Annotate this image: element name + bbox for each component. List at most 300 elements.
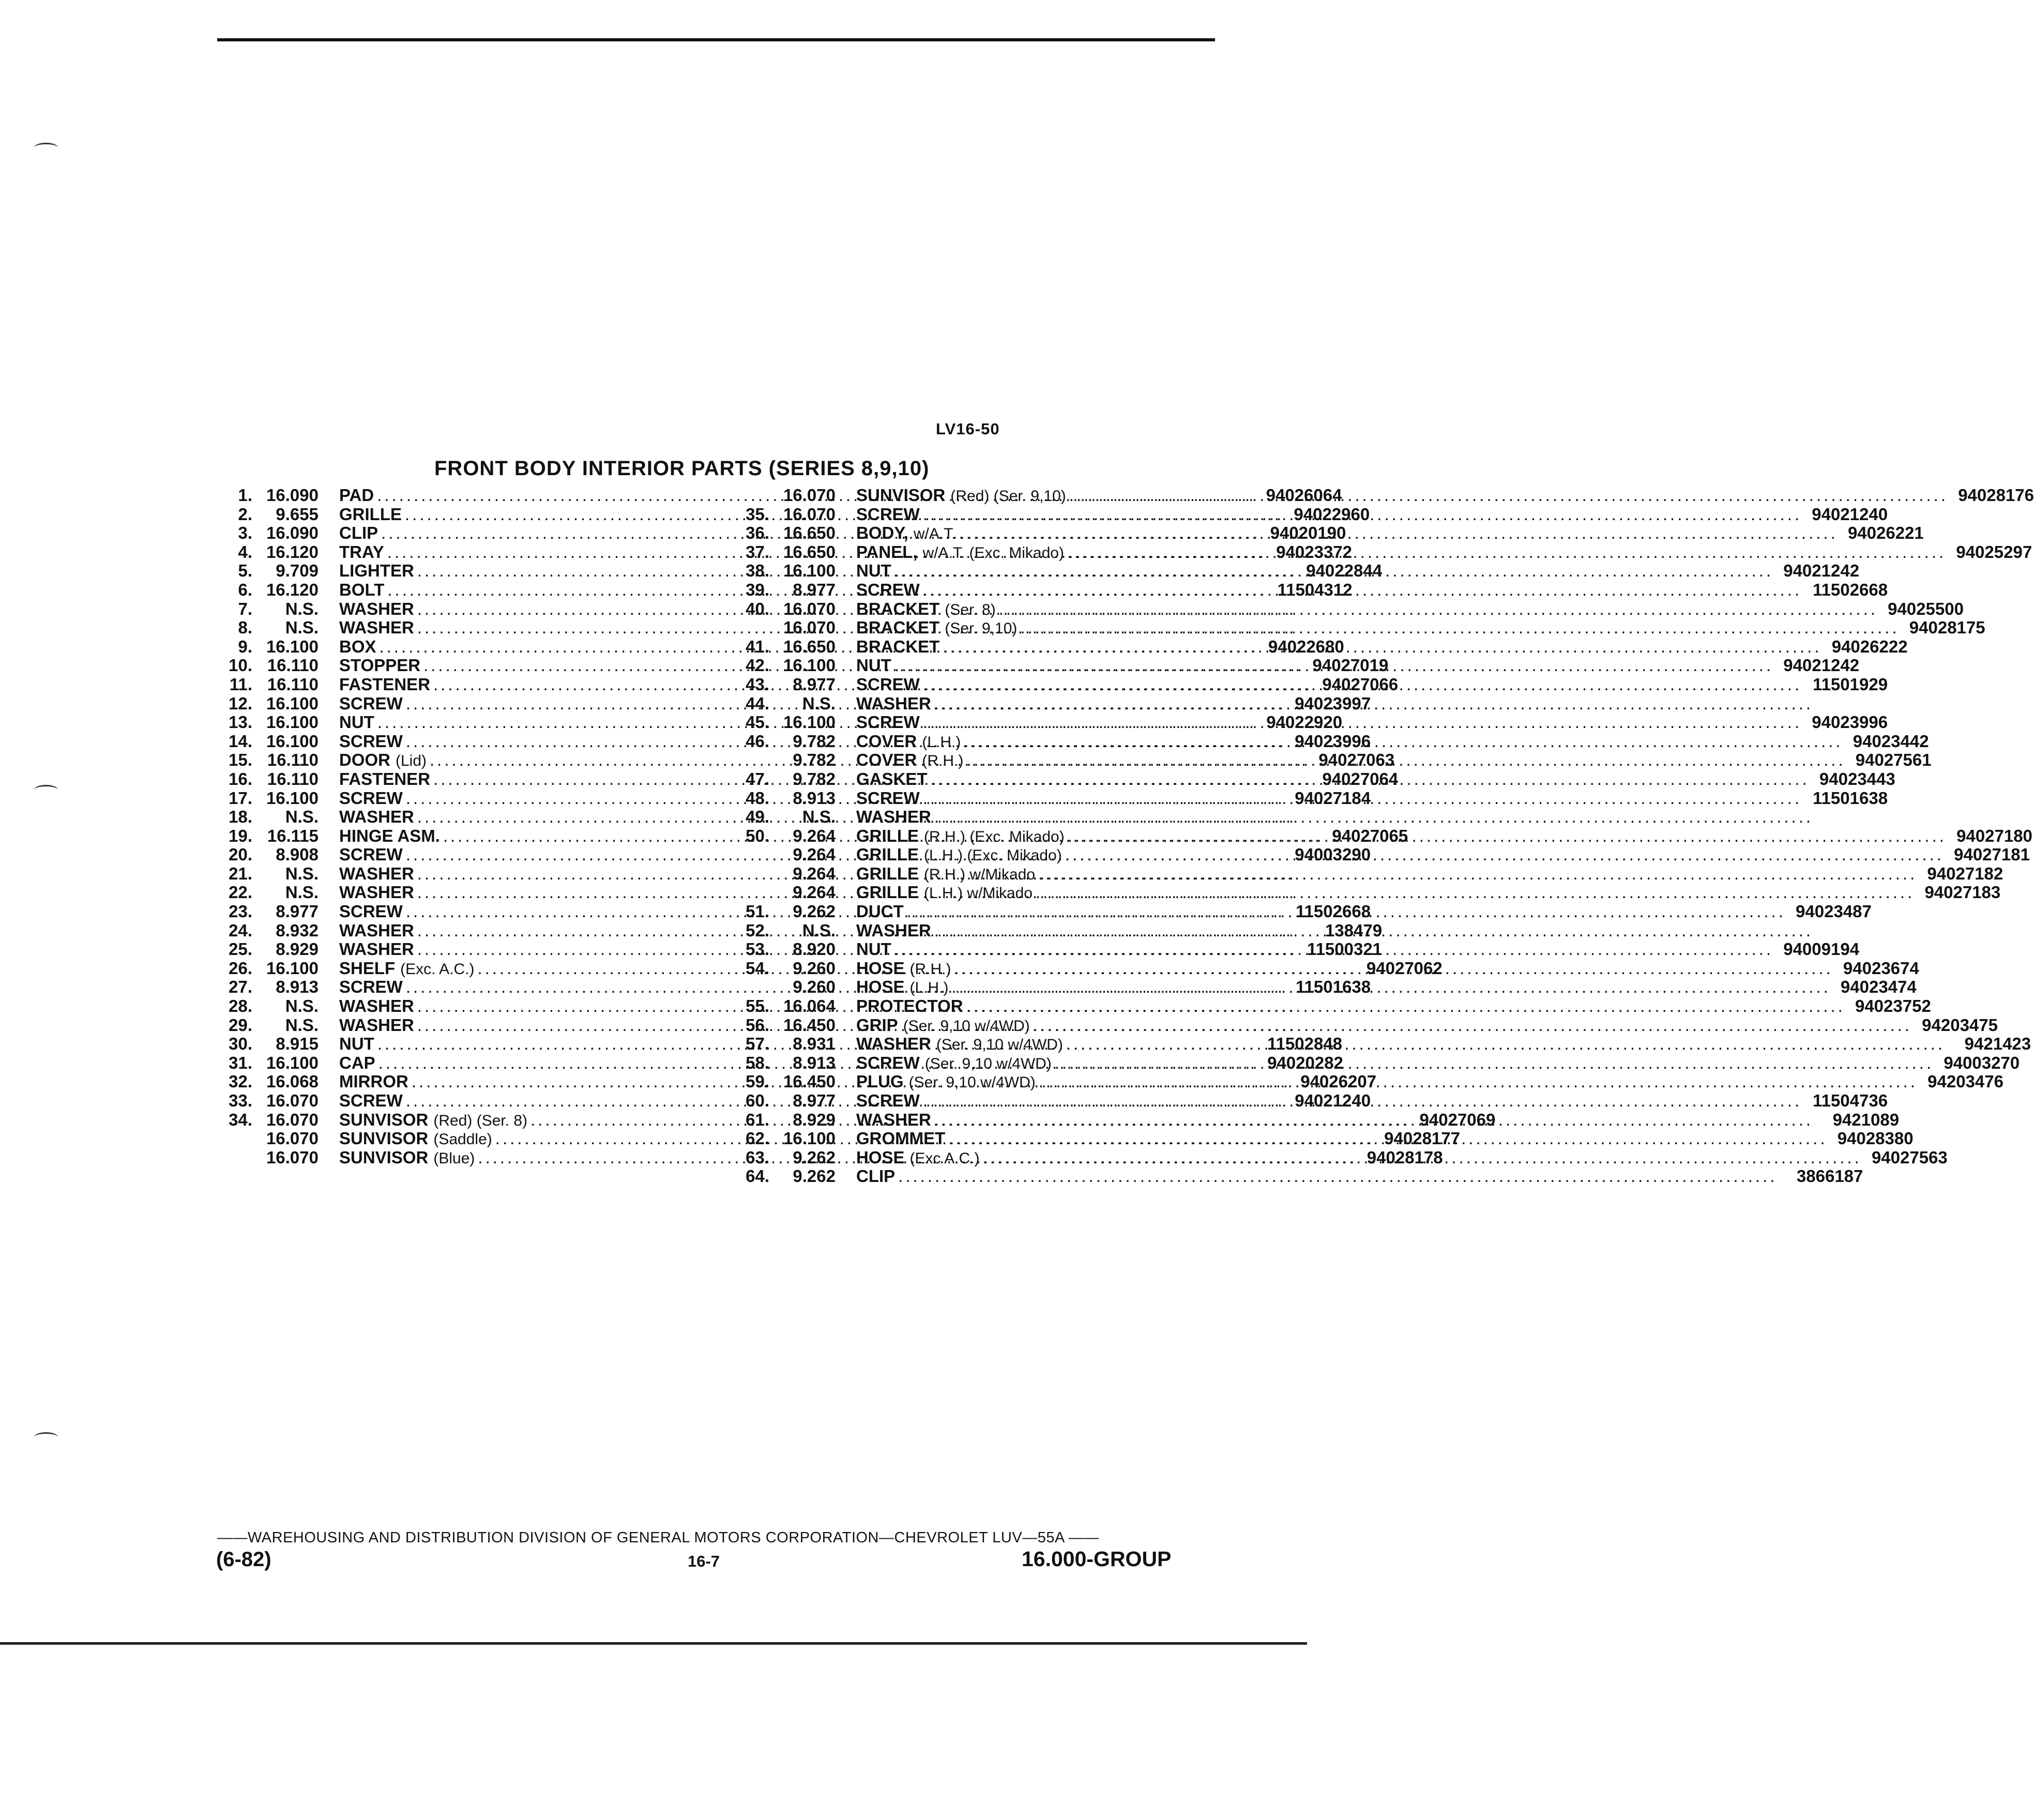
group-number: 16.100 xyxy=(266,636,318,656)
leader-dots xyxy=(907,902,1786,921)
item-number: 64. xyxy=(746,1166,769,1186)
description xyxy=(856,694,1337,714)
group-number: 16.100 xyxy=(266,712,318,732)
leader-dots xyxy=(1066,1035,1945,1054)
group-number: 8.977 xyxy=(276,902,318,921)
item-number: 55. xyxy=(746,996,769,1016)
item-number: 36. xyxy=(746,523,769,543)
part-number: 11502668 xyxy=(1296,902,1371,921)
group-number: 9.260 xyxy=(793,977,836,997)
part-qualifier: (L.H.) w/Mikado xyxy=(924,885,1033,902)
group-number: 16.650 xyxy=(783,636,836,656)
leader-dots xyxy=(1020,618,1899,638)
group-number: N.S. xyxy=(802,920,836,940)
group-number: 16.100 xyxy=(266,731,318,751)
item-number: 34. xyxy=(229,1110,252,1129)
description xyxy=(856,731,1929,752)
leader-dots xyxy=(1038,865,1917,884)
leader-dots xyxy=(943,638,1822,657)
description xyxy=(856,1053,2020,1074)
part-number: 11501638 xyxy=(1813,788,1888,808)
group-number: 9.655 xyxy=(276,504,318,524)
part-name: SUNVISOR xyxy=(339,1110,429,1129)
description xyxy=(856,883,2001,903)
description xyxy=(339,808,742,827)
part-number: 94026064 xyxy=(1266,486,1342,505)
part-name: HOSE xyxy=(856,977,905,997)
part-number: 94027180 xyxy=(1956,826,2032,845)
part-qualifier: (Red) (Ser. 8) xyxy=(433,1112,528,1129)
item-number: 42. xyxy=(746,656,769,675)
part-name: WASHER xyxy=(339,807,414,827)
item-number: 20. xyxy=(229,845,252,865)
part-name: WASHER xyxy=(856,1110,931,1129)
leader-dots xyxy=(894,940,1773,959)
part-name: SCREW xyxy=(856,504,920,524)
group-number: 16.110 xyxy=(267,750,318,770)
item-number: 46. xyxy=(746,731,769,751)
part-name: SCREW xyxy=(856,788,920,808)
part-number: 138479 xyxy=(1325,920,1383,940)
leader-dots xyxy=(1039,1072,1918,1091)
part-qualifier: (R.H.) (Exc. Mikado) xyxy=(924,828,1065,845)
group-number: 8.908 xyxy=(276,845,318,865)
part-name: WASHER xyxy=(339,618,414,638)
item-number: 22. xyxy=(229,883,252,902)
item-number: 50. xyxy=(746,826,769,845)
item-number: 13. xyxy=(229,712,252,732)
group-number: 8.913 xyxy=(793,788,836,808)
item-number: 37. xyxy=(746,542,769,562)
part-name: COVER xyxy=(856,750,917,770)
part-number: 94003270 xyxy=(1944,1053,2020,1072)
description xyxy=(339,883,742,902)
leader-dots xyxy=(898,1167,1777,1186)
group-number: N.S. xyxy=(285,883,318,902)
part-number: 94022960 xyxy=(1294,504,1370,524)
item-number: 17. xyxy=(229,788,252,808)
item-number: 26. xyxy=(229,958,252,978)
part-qualifier: (Ser. 9,10 w/4WD) xyxy=(908,1074,1036,1091)
item-number: 3. xyxy=(238,523,252,543)
part-name: HOSE xyxy=(856,1147,905,1167)
part-name: GRILLE xyxy=(856,826,919,845)
part-name: SCREW xyxy=(339,731,403,751)
part-name: FASTENER xyxy=(339,674,431,694)
description xyxy=(856,808,1337,827)
part-name: WASHER xyxy=(339,1015,414,1035)
item-number: 31. xyxy=(229,1053,252,1072)
leader-dots xyxy=(966,997,1845,1016)
leader-dots xyxy=(1033,1016,1912,1035)
part-name: BRACKET xyxy=(856,636,940,656)
part-name: WASHER xyxy=(856,920,931,940)
leader-dots xyxy=(948,1129,1827,1148)
item-number: 62. xyxy=(746,1129,769,1148)
item-number: 43. xyxy=(746,674,769,694)
group-number: 16.110 xyxy=(267,769,318,788)
group-number: N.S. xyxy=(802,693,836,713)
item-number: 39. xyxy=(746,580,769,599)
part-name: WASHER xyxy=(339,996,414,1016)
item-number: 40. xyxy=(746,599,769,618)
group-number: N.S. xyxy=(802,807,836,827)
group-number: 16.070 xyxy=(266,1147,318,1167)
part-name: NUT xyxy=(339,712,374,732)
part-name: WASHER xyxy=(339,599,414,618)
item-number: 41. xyxy=(746,636,769,656)
part-name: NUT xyxy=(856,939,891,959)
leader-dots xyxy=(952,978,1831,997)
page-title: FRONT BODY INTERIOR PARTS (SERIES 8,9,10) xyxy=(434,457,930,480)
item-number: 58. xyxy=(746,1053,769,1072)
part-qualifier: (Exc A.C.) xyxy=(909,1149,980,1167)
part-name: HOSE xyxy=(856,958,905,978)
part-qualifier: (Blue) xyxy=(433,1149,475,1167)
part-number: 94025297 xyxy=(1956,542,2032,562)
part-number: 94027563 xyxy=(1871,1147,1948,1167)
scan-mark xyxy=(34,1432,58,1442)
leader-dots xyxy=(923,1091,1802,1111)
item-number: 54. xyxy=(746,958,769,978)
group-number: 16.070 xyxy=(783,599,836,618)
part-number: 11501638 xyxy=(1296,977,1371,997)
leader-dots xyxy=(934,694,1813,714)
part-name: CAP xyxy=(339,1053,375,1072)
part-name: PROTECTOR xyxy=(856,996,963,1016)
bottom-rule xyxy=(0,1642,1307,1645)
leader-dots xyxy=(1067,543,1946,562)
part-number: 94203475 xyxy=(1922,1015,1998,1035)
part-number: 94023997 xyxy=(1295,693,1371,713)
part-name: GRILLE xyxy=(856,863,919,883)
part-number: 94023996 xyxy=(1812,712,1888,732)
part-number: 94027183 xyxy=(1924,883,2001,902)
part-number: 11501929 xyxy=(1813,674,1888,694)
item-number: 30. xyxy=(229,1034,252,1054)
leader-dots xyxy=(894,562,1773,581)
part-number: 94028380 xyxy=(1837,1129,1914,1148)
item-number: 45. xyxy=(746,712,769,732)
part-name: BOLT xyxy=(339,580,385,599)
item-number: 24. xyxy=(229,920,252,940)
part-number: 94027062 xyxy=(1366,958,1443,978)
scan-mark xyxy=(34,143,58,153)
description xyxy=(856,1091,1888,1111)
description xyxy=(856,486,2034,506)
part-number: 94020282 xyxy=(1267,1053,1343,1072)
part-name: SCREW xyxy=(856,1053,920,1072)
part-number: 94021242 xyxy=(1783,561,1860,581)
part-name: CLIP xyxy=(339,523,378,543)
description xyxy=(856,712,1888,732)
part-number: 94026222 xyxy=(1831,636,1908,656)
item-number: 1. xyxy=(238,486,252,505)
item-number: 23. xyxy=(229,902,252,921)
part-number: 94027019 xyxy=(1312,656,1389,675)
part-number: 94021240 xyxy=(1812,504,1888,524)
footer-division-line: ——WAREHOUSING AND DISTRIBUTION DIVISION OF GENERAL MOTORS CORPORATION—CHEVROLET LUV—55A —— xyxy=(217,1529,1099,1546)
item-number: 14. xyxy=(229,731,252,751)
part-number: 94027181 xyxy=(1954,845,2030,865)
description xyxy=(339,865,742,884)
group-number: 9.262 xyxy=(793,1166,836,1186)
part-qualifier: (Exc. A.C.) xyxy=(400,960,475,978)
leader-dots xyxy=(1036,883,1915,902)
part-qualifier: (Saddle) xyxy=(433,1131,492,1148)
group-number: 16.090 xyxy=(266,486,318,505)
item-number: 59. xyxy=(746,1072,769,1091)
description xyxy=(339,1016,742,1035)
part-number: 94023487 xyxy=(1796,902,1872,921)
part-name: SCREW xyxy=(339,788,403,808)
part-name: SUNVISOR xyxy=(856,486,946,505)
scan-mark xyxy=(34,785,58,795)
part-qualifier: (R.H.) xyxy=(909,960,951,978)
group-number: 9.262 xyxy=(793,1147,836,1167)
part-qualifier: (Lid) xyxy=(396,752,427,770)
part-number: 94022844 xyxy=(1306,561,1383,581)
part-number: 94023443 xyxy=(1819,769,1895,788)
part-name: GRIP xyxy=(856,1015,898,1035)
item-number: 52. xyxy=(746,920,769,940)
group-number: 9.262 xyxy=(793,902,836,921)
leader-dots xyxy=(923,789,1802,808)
top-rule xyxy=(217,38,1215,41)
group-number: 16.100 xyxy=(266,958,318,978)
description xyxy=(856,542,2032,563)
part-number: 94023474 xyxy=(1840,977,1917,997)
description xyxy=(856,504,1888,524)
item-number: 25. xyxy=(229,939,252,959)
group-number: 16.120 xyxy=(266,580,318,599)
description xyxy=(856,599,1964,620)
part-number: 94028177 xyxy=(1384,1129,1460,1148)
leader-dots xyxy=(999,600,1878,619)
part-qualifier: (L.H.) (Exc. Mikado) xyxy=(924,847,1062,865)
group-number: 8.915 xyxy=(276,1034,318,1054)
group-number: N.S. xyxy=(285,863,318,883)
part-name: WASHER xyxy=(856,693,931,713)
part-name: MIRROR xyxy=(339,1072,408,1091)
group-number: 16.070 xyxy=(783,618,836,638)
item-number: 5. xyxy=(238,561,252,581)
group-number: 16.100 xyxy=(266,693,318,713)
description xyxy=(339,600,742,619)
description xyxy=(856,863,2003,885)
leader-dots xyxy=(923,675,1802,694)
item-number: 32. xyxy=(229,1072,252,1091)
part-number: 94203476 xyxy=(1927,1072,2003,1091)
part-number: 94027184 xyxy=(1295,788,1371,808)
description xyxy=(856,580,1888,600)
part-number: 94022920 xyxy=(1266,712,1343,732)
leader-dots xyxy=(923,505,1802,524)
part-name: SCREW xyxy=(339,1091,403,1110)
group-number: 16.100 xyxy=(266,1053,318,1072)
item-number: 15. xyxy=(229,750,252,770)
part-qualifier: (Ser. 9,10) xyxy=(945,620,1018,638)
part-number: 94026221 xyxy=(1847,523,1924,543)
description xyxy=(856,523,1924,544)
group-number: 8.977 xyxy=(793,1091,836,1110)
part-number: 94026207 xyxy=(1300,1072,1377,1091)
part-name: NUT xyxy=(339,1034,374,1054)
group-number: 8.977 xyxy=(793,580,836,599)
part-number: 94009194 xyxy=(1783,939,1860,959)
footer-group: 16.000-GROUP xyxy=(1022,1547,1172,1571)
part-name: BODY, xyxy=(856,523,908,543)
item-number: 35. xyxy=(746,504,769,524)
part-name: SCREW xyxy=(856,674,920,694)
leader-dots xyxy=(954,959,1833,978)
part-name: SCREW xyxy=(339,977,403,997)
group-number: 8.913 xyxy=(793,1053,836,1072)
part-number: 9421423 xyxy=(1964,1034,2031,1054)
group-number: 9.782 xyxy=(793,769,836,788)
item-number: 28. xyxy=(229,996,252,1016)
part-number: 94025500 xyxy=(1888,599,1964,618)
leader-dots xyxy=(934,808,1813,827)
part-name: BRACKET xyxy=(856,618,940,638)
part-qualifier: (R.H.) xyxy=(922,752,964,770)
leader-dots xyxy=(964,732,1843,751)
part-name: TRAY xyxy=(339,542,384,562)
item-number: 57. xyxy=(746,1034,769,1054)
item-number: 61. xyxy=(746,1110,769,1129)
item-number: 4. xyxy=(238,542,252,562)
item-number: 18. xyxy=(229,807,252,827)
part-name: CLIP xyxy=(856,1166,895,1186)
group-number: 16.650 xyxy=(783,523,836,543)
part-number: 11502848 xyxy=(1267,1034,1343,1054)
item-number: 63. xyxy=(746,1147,769,1167)
part-name: LIGHTER xyxy=(339,561,414,581)
part-name: GRILLE xyxy=(339,504,402,524)
part-name: WASHER xyxy=(339,863,414,883)
part-number: 94003290 xyxy=(1295,845,1371,865)
description xyxy=(339,997,742,1016)
part-name: GRILLE xyxy=(856,845,919,865)
group-number: 16.070 xyxy=(266,1129,318,1148)
leader-dots xyxy=(1055,1054,1934,1073)
leader-dots xyxy=(966,751,1845,770)
part-name: WASHER xyxy=(339,939,414,959)
part-number: 94028175 xyxy=(1909,618,1985,638)
description xyxy=(856,1034,2031,1055)
group-number: N.S. xyxy=(285,599,318,618)
leader-dots xyxy=(923,581,1802,600)
part-name: SCREW xyxy=(856,1091,920,1110)
group-number: 8.929 xyxy=(793,1110,836,1129)
part-number: 94021242 xyxy=(1783,656,1860,675)
group-number: 8.931 xyxy=(793,1034,836,1054)
part-number: 94021240 xyxy=(1295,1091,1371,1110)
item-number: 38. xyxy=(746,561,769,581)
part-number: 94023674 xyxy=(1843,958,1919,978)
part-number: 94027065 xyxy=(1332,826,1408,845)
leader-dots xyxy=(934,1111,1813,1130)
group-number: 16.120 xyxy=(266,542,318,562)
leader-dots xyxy=(1065,845,1944,865)
part-name: GRILLE xyxy=(856,883,919,902)
part-name: WASHER xyxy=(339,883,414,902)
item-number: 9. xyxy=(238,636,252,656)
part-name: PAD xyxy=(339,486,374,505)
part-qualifier: (Ser. 9,10 w/4WD) xyxy=(924,1055,1052,1072)
part-qualifier: (Ser. 9,10 w/4WD) xyxy=(903,1017,1030,1035)
leader-dots xyxy=(931,770,1810,789)
part-name: GROMMET xyxy=(856,1129,946,1148)
group-number: 9.709 xyxy=(276,561,318,581)
description xyxy=(856,921,1337,941)
part-number: 94027561 xyxy=(1855,750,1932,770)
group-number: 16.090 xyxy=(266,523,318,543)
group-number: N.S. xyxy=(285,996,318,1016)
item-number: 27. xyxy=(229,977,252,997)
item-number: 60. xyxy=(746,1091,769,1110)
part-name: GASKET xyxy=(856,769,928,788)
item-number: 49. xyxy=(746,807,769,827)
part-number: 3866187 xyxy=(1796,1166,1863,1186)
part-name: PANEL, xyxy=(856,542,918,562)
item-number: 10. xyxy=(229,656,252,675)
part-name: BOX xyxy=(339,636,376,656)
part-name: FASTENER xyxy=(339,769,431,788)
part-name: COVER xyxy=(856,731,917,751)
description xyxy=(856,902,1872,921)
description xyxy=(339,618,742,638)
description xyxy=(856,977,1917,998)
leader-dots xyxy=(1069,486,1948,505)
part-name: SHELF xyxy=(339,958,396,978)
item-number: 48. xyxy=(746,788,769,808)
group-number: 9.782 xyxy=(793,731,836,751)
item-number: 56. xyxy=(746,1015,769,1035)
part-name: NUT xyxy=(856,561,891,581)
part-name: SUNVISOR xyxy=(339,1129,429,1148)
part-qualifier: (Ser. 8) xyxy=(945,601,996,618)
description xyxy=(856,996,1931,1016)
group-number: 16.070 xyxy=(783,504,836,524)
part-number: 94027063 xyxy=(1318,750,1395,770)
group-number: 16.115 xyxy=(267,826,318,845)
part-number: 11504736 xyxy=(1813,1091,1888,1110)
leader-dots xyxy=(959,524,1838,543)
group-number: 8.913 xyxy=(276,977,318,997)
group-number: 9.264 xyxy=(793,883,836,902)
part-name: HINGE ASM. xyxy=(339,826,440,845)
part-number: 94027069 xyxy=(1419,1110,1496,1129)
group-number: N.S. xyxy=(285,618,318,638)
group-number: 16.650 xyxy=(783,542,836,562)
leader-dots xyxy=(934,921,1813,941)
part-qualifier: (Red) (Ser. 9,10) xyxy=(950,488,1066,505)
group-number: 8.929 xyxy=(276,939,318,959)
part-qualifier: (R.H.) w/Mikado xyxy=(924,866,1036,883)
group-number: 16.100 xyxy=(783,1129,836,1148)
part-name: WASHER xyxy=(856,1034,931,1054)
leader-dots xyxy=(923,713,1802,732)
part-name: SCREW xyxy=(339,902,403,921)
part-name: STOPPER xyxy=(339,656,421,675)
group-number: 16.070 xyxy=(266,1110,318,1129)
part-name: SCREW xyxy=(856,580,920,599)
description xyxy=(856,1166,1863,1186)
group-number: 16.100 xyxy=(266,788,318,808)
part-number: 94027064 xyxy=(1322,769,1399,788)
reference-code: LV16-50 xyxy=(936,420,1000,438)
